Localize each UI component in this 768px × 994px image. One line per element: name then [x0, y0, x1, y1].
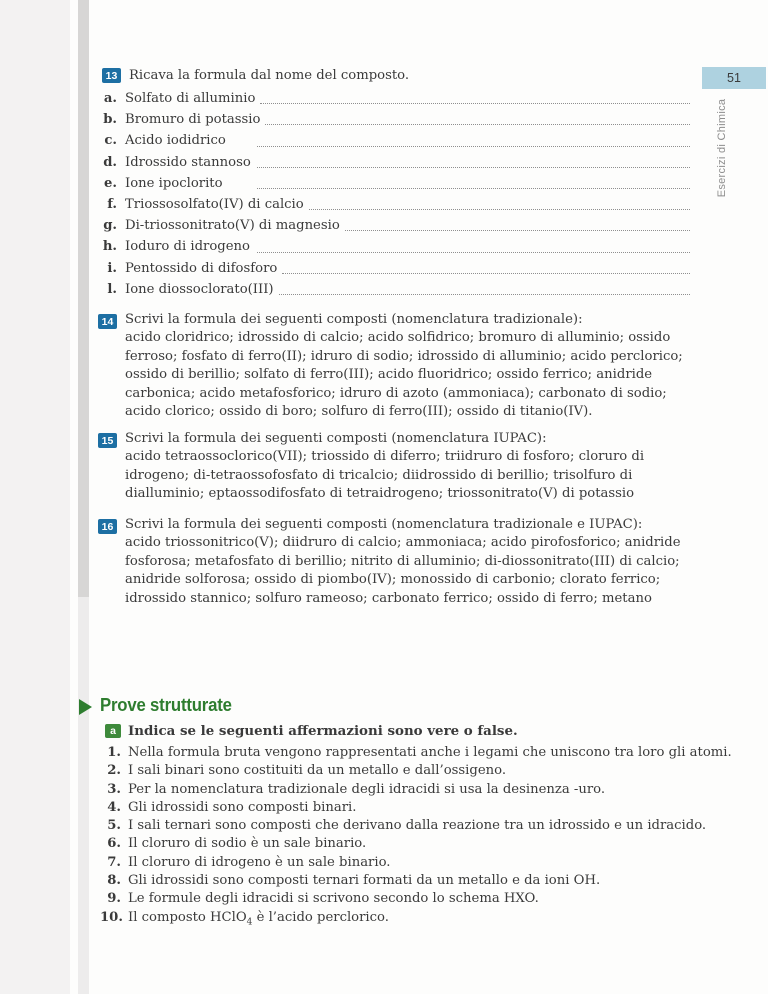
- item-label: Pentossido di difosforo: [125, 260, 278, 276]
- answer-row: [102, 258, 690, 279]
- answer-dotted-line: [260, 103, 690, 104]
- answer-row: [102, 152, 690, 173]
- vertical-rule-top: [78, 0, 89, 597]
- exercise-15-block: [125, 430, 691, 504]
- statement-text: Le formule degli idracidi si scrivono secondo lo schema HXO.: [128, 891, 539, 907]
- answer-row: [102, 88, 690, 109]
- statement-text: I sali ternari sono composti che derivano dalla reazione tra un idrossido e un idracido.: [128, 818, 707, 834]
- statement-text-post: è l’acido perclorico.: [252, 909, 389, 925]
- statement-number: 3.: [107, 781, 121, 797]
- answer-row: [102, 194, 690, 215]
- item-letter: d.: [103, 154, 117, 170]
- exercise-14-title: Scrivi la formula dei seguenti composti (nomenclatura tradizionale):: [125, 312, 583, 327]
- statement-number: 6.: [107, 836, 121, 852]
- item-label: Triossosolfato(IV) di calcio: [125, 196, 304, 212]
- item-label: Ione ipoclorito: [125, 175, 223, 191]
- exercise-15-title: Scrivi la formula dei seguenti composti (nomenclatura IUPAC):: [125, 431, 547, 446]
- answer-dotted-line: [309, 209, 690, 210]
- statement-number: 2.: [107, 763, 121, 779]
- chemical-formula-subscript: 4: [246, 917, 253, 928]
- exercise-16-title: Scrivi la formula dei seguenti composti (nomenclatura tradizionale e IUPAC):: [125, 517, 643, 532]
- exercise-14-body: acido cloridrico; idrossido di calcio; acido solfidrico; bromuro di alluminio; ossido ferroso; fosfato di ferro(II); idruro di sodio; idrossido di alluminio; acido perclorico; ossido di berillio; solfato di ferro(III); acido fluoridrico; ossido ferrico; anidride carbonica; acido metafosforico; idruro di azoto (ammoniaca); carbonato di sodio; acido clorico; ossido di boro; solfuro di ferro(III); ossido di titanio(IV).: [125, 330, 683, 420]
- exercise-16-body: acido triossonitrico(V); diidruro di calcio; ammoniaca; acido pirofosforico; anidride fosforosa; metafosfato di berillio; nitrito di alluminio; di-diossonitrato(III) di calcio; anidride solforosa; ossido di piombo(IV); monossido di carbonio; clorato ferrico; idrossido stannico; solfuro rameoso; carbonato ferrico; ossido di ferro; metano: [125, 535, 681, 606]
- answer-dotted-line: [279, 294, 690, 295]
- statement-row: [100, 799, 760, 817]
- item-label: Idrossido stannoso: [125, 154, 251, 170]
- statement-text: Per la nomenclatura tradizionale degli idracidi si usa la desinenza -uro.: [128, 781, 606, 797]
- statement-row: [100, 890, 760, 908]
- statement-row: [100, 872, 760, 890]
- answer-dotted-line: [282, 273, 690, 274]
- statement-text: Il cloruro di sodio è un sale binario.: [128, 836, 367, 852]
- exercise-13-item-list: [102, 88, 690, 300]
- item-letter: i.: [107, 260, 117, 276]
- exercise-14-block: [125, 311, 691, 421]
- true-false-statement-list: [100, 744, 760, 927]
- statement-number: 1.: [107, 745, 121, 760]
- item-label: Di-triossonitrato(V) di magnesio: [125, 218, 340, 234]
- statement-number: 9.: [107, 891, 121, 907]
- statement-row: [100, 854, 760, 872]
- page-number: 51: [727, 71, 741, 85]
- exercise-number-badge: 16: [98, 519, 117, 534]
- item-label: Solfato di alluminio: [125, 91, 256, 106]
- statement-text: [128, 909, 389, 927]
- section-heading: Prove strutturate: [100, 695, 232, 715]
- statement-row: [100, 762, 760, 780]
- statement-number: 7.: [107, 854, 121, 870]
- answer-row: [102, 130, 690, 151]
- statement-number: 4.: [107, 799, 121, 815]
- answer-row: [102, 236, 690, 257]
- item-letter: g.: [103, 218, 117, 234]
- answer-row: [102, 215, 690, 236]
- item-letter: e.: [104, 175, 117, 191]
- statement-text: I sali binari sono costituiti da un metallo e dall’ossigeno.: [128, 763, 507, 779]
- item-label: Bromuro di potassio: [125, 112, 261, 128]
- item-letter: b.: [103, 112, 117, 128]
- statement-text-pre: Il composto HClO: [128, 909, 247, 925]
- answer-row: [102, 279, 690, 300]
- answer-dotted-line: [265, 124, 690, 125]
- statement-row: [100, 781, 760, 799]
- answer-dotted-line: [345, 230, 690, 231]
- item-letter: l.: [107, 281, 117, 297]
- answer-dotted-line: [257, 252, 690, 253]
- item-label: Ioduro di idrogeno: [125, 239, 250, 255]
- statement-row: [100, 817, 760, 835]
- page-number-badge: [702, 67, 766, 89]
- exercise-number-badge: 15: [98, 433, 117, 448]
- exercise-number-badge: 13: [102, 68, 121, 83]
- section-instruction: Indica se le seguenti affermazioni sono vere o false.: [128, 723, 518, 739]
- statement-text: Nella formula bruta vengono rappresentati anche i legami che uniscono tra loro gli atomi.: [128, 745, 732, 760]
- answer-row: [102, 173, 690, 194]
- page-left-margin-band: [0, 0, 70, 994]
- statement-text: Il cloruro di idrogeno è un sale binario.: [128, 854, 391, 870]
- item-label: Ione diossoclorato(III): [125, 281, 274, 297]
- statement-row: [100, 744, 760, 762]
- answer-dotted-line: [257, 188, 690, 189]
- exercise-13-header: [102, 68, 702, 83]
- item-letter: a.: [103, 91, 117, 106]
- statement-row: [100, 835, 760, 853]
- answer-dotted-line: [257, 167, 690, 168]
- exercise-15-body: acido tetraossoclorico(VII); triossido di diferro; triidruro di fosforo; cloruro di idrogeno; di-tetraossofosfato di tricalcio; diidrossido di berillio; trisolfuro di dialluminio; eptaossodifosfato di tetraidrogeno; triossonitrato(V) di potassio: [125, 449, 645, 502]
- vertical-rule-bottom: [78, 597, 89, 994]
- exercise-16-block: [125, 516, 691, 608]
- answer-row: [102, 109, 690, 130]
- section-arrow-icon: [79, 699, 92, 715]
- statement-row: [100, 909, 760, 927]
- exercise-13-title: Ricava la formula dal nome del composto.: [129, 68, 410, 83]
- answer-dotted-line: [257, 146, 690, 147]
- statement-text: Gli idrossidi sono composti ternari formati da un metallo e da ioni OH.: [128, 873, 601, 889]
- statement-number: 5.: [107, 818, 121, 834]
- exercise-number-badge: 14: [98, 314, 117, 329]
- item-letter: c.: [104, 133, 117, 149]
- statement-number: 8.: [107, 873, 121, 889]
- sidebar-vertical-label: Esercizi di Chimica: [716, 98, 728, 198]
- part-letter-badge: a: [105, 724, 121, 738]
- statement-number: 10.: [100, 909, 123, 925]
- item-label: Acido iodidrico: [125, 133, 226, 149]
- item-letter: f.: [107, 196, 117, 212]
- statement-text: Gli idrossidi sono composti binari.: [128, 799, 357, 815]
- item-letter: h.: [102, 239, 117, 255]
